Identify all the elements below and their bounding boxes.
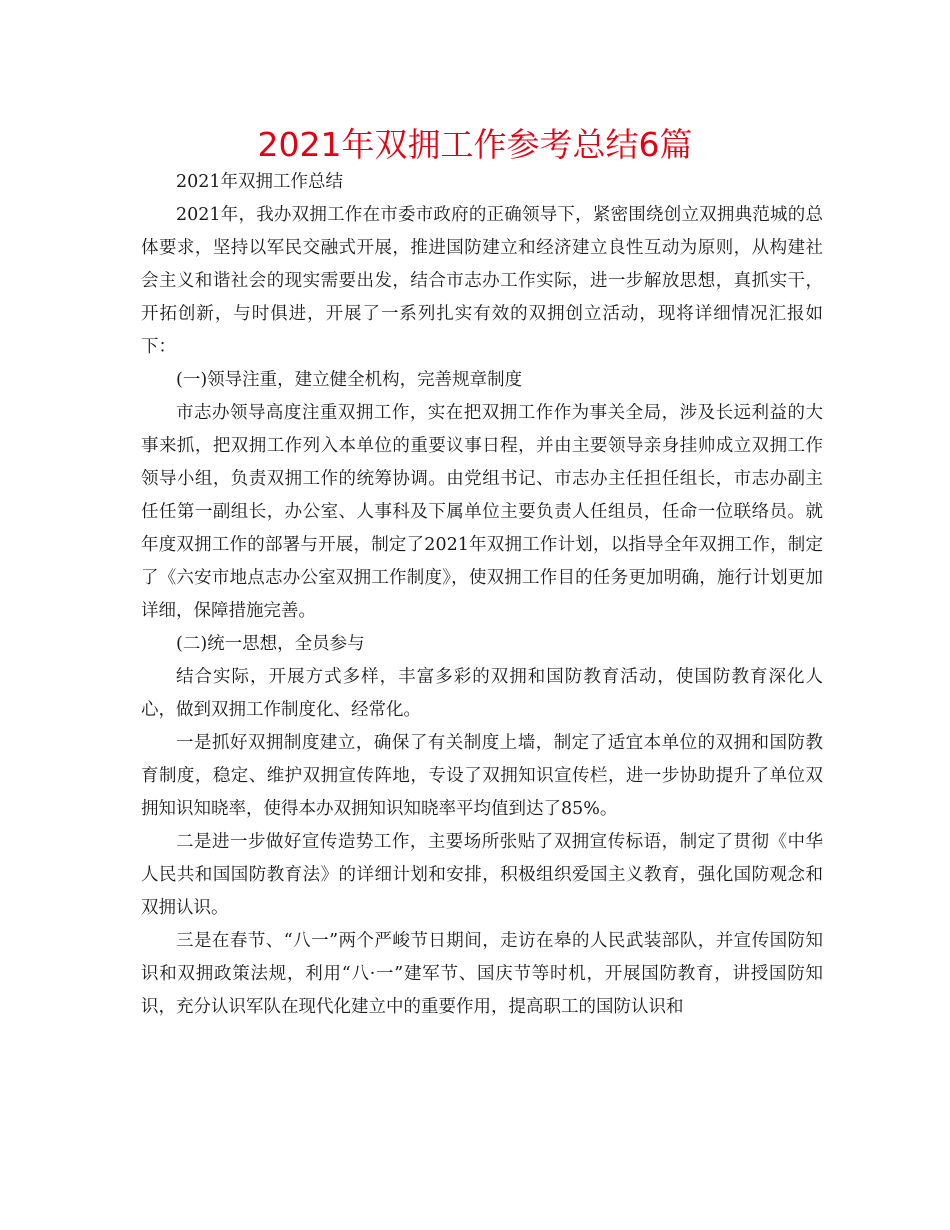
- document-body: [141, 166, 823, 1024]
- document-title: 2021年双拥工作参考总结6篇: [257, 125, 693, 164]
- body-paragraph: 三是在春节、“八一”两个严峻节日期间，走访在皋的人民武装部队，并宣传国防知识和双拥政策法规，利用“八·一”建军节、国庆节等时机，开展国防教育，讲授国防知识，充分认识军队在现代化建立中的重要作用，提高职工的国防认识和: [141, 931, 823, 1017]
- intro-paragraph: 2021年，我办双拥工作在市委市政府的正确领导下，紧密围绕创立双拥典范城的总体要求，坚持以军民交融式开展，推进国防建立和经济建立良性互动为原则，从构建社会主义和谐社会的现实需要出发，结合市志办工作实际，进一步解放思想，真抓实干，开拓创新，与时俱进，开展了一系列扎实有效的双拥创立活动，现将详细情况汇报如下：: [141, 205, 823, 357]
- subtitle-paragraph: 2021年双拥工作总结: [176, 172, 344, 192]
- body-paragraph: 结合实际，开展方式多样，丰富多彩的双拥和国防教育活动，使国防教育深化人心，做到双拥工作制度化、经常化。: [141, 667, 823, 720]
- section-heading-1: (一)领导注重，建立健全机构，完善规章制度: [176, 370, 523, 390]
- body-paragraph: 二是进一步做好宣传造势工作，主要场所张贴了双拥宣传标语，制定了贯彻《中华人民共和国国防教育法》的详细计划和安排，积极组织爱国主义教育，强化国防观念和双拥认识。: [141, 832, 823, 918]
- section-heading-2: (二)统一思想，全员参与: [176, 634, 365, 654]
- body-paragraph: 一是抓好双拥制度建立，确保了有关制度上墙，制定了适宜本单位的双拥和国防教育制度，稳定、维护双拥宣传阵地，专设了双拥知识宣传栏，进一步协助提升了单位双拥知识知晓率，使得本办双拥知识知晓率平均值到达了85%。: [141, 733, 823, 819]
- body-paragraph: 市志办领导高度注重双拥工作，实在把双拥工作作为事关全局，涉及长远利益的大事来抓，把双拥工作列入本单位的重要议事日程，并由主要领导亲身挂帅成立双拥工作领导小组，负责双拥工作的统筹协调。由党组书记、市志办主任担任组长，市志办副主任任第一副组长，办公室、人事科及下属单位主要负责人任组员，任命一位联络员。就年度双拥工作的部署与开展，制定了2021年双拥工作计划，以指导全年双拥工作，制定了《六安市地点志办公室双拥工作制度》，使双拥工作目的任务更加明确，施行计划更加详细，保障措施完善。: [141, 403, 823, 621]
